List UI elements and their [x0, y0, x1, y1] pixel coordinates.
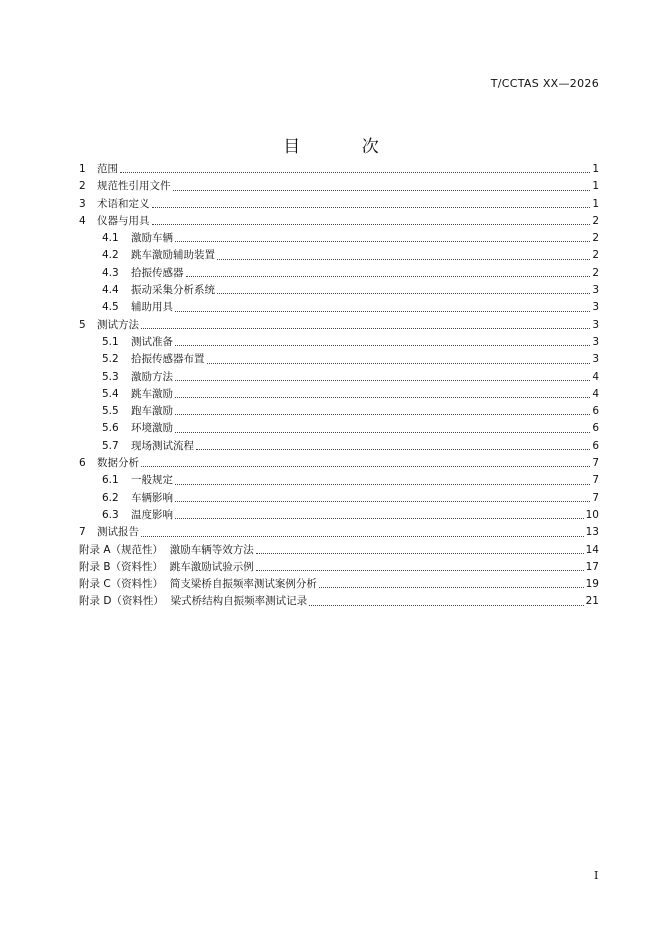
toc-entry-number: 6 [79, 457, 86, 470]
toc-entry-page: 7 [592, 457, 599, 470]
dot-leader [120, 172, 590, 173]
toc-entry-label: 辅助用具 [131, 301, 173, 314]
toc-entry-number: 6.2 [102, 491, 119, 504]
toc-entry[interactable] [79, 386, 599, 403]
dot-leader [319, 587, 584, 588]
toc-entry[interactable] [79, 282, 599, 299]
toc-entry-number: 5.1 [102, 335, 119, 348]
toc-entry-label: 简支梁桥自振频率测试案例分析 [169, 578, 317, 591]
toc-entry-number: 5.3 [102, 370, 119, 383]
dot-leader [309, 605, 584, 606]
toc-entry[interactable] [79, 178, 599, 195]
toc-entry-page: 1 [592, 180, 599, 193]
dot-leader [173, 190, 591, 191]
toc-entry-page: 2 [592, 232, 599, 245]
toc-entry-label: 温度影响 [131, 508, 173, 521]
toc-entry[interactable] [79, 472, 599, 489]
dot-leader [175, 432, 590, 433]
toc-entry-page: 1 [592, 197, 599, 210]
toc-entry-number: 4.5 [102, 301, 119, 314]
toc-entry-number: 6.3 [102, 508, 119, 521]
toc-entry-page: 6 [592, 405, 599, 418]
toc-entry-number: 6.1 [102, 474, 119, 487]
toc-entry-number: 2 [79, 180, 86, 193]
toc-entry-page: 19 [585, 578, 599, 591]
dot-leader [175, 518, 584, 519]
toc-entry-number: 4.3 [102, 266, 119, 279]
toc-entry-number: 附录 C（资料性） [79, 578, 164, 591]
spacer [163, 542, 170, 559]
toc-entry-number: 附录 B（资料性） [79, 560, 164, 573]
toc-entry-number: 5.4 [102, 387, 119, 400]
toc-appendix-entry[interactable] [79, 559, 599, 576]
toc-entry-page: 3 [592, 301, 599, 314]
toc-entry-page: 4 [592, 387, 599, 400]
toc-entry-page: 10 [585, 508, 599, 521]
toc-entry-number: 3 [79, 197, 86, 210]
toc-entry[interactable] [79, 230, 599, 247]
dot-leader [175, 414, 590, 415]
toc-entry-label: 跳车激励辅助装置 [131, 249, 215, 262]
dot-leader [256, 570, 584, 571]
toc-entry-label: 测试方法 [97, 318, 139, 331]
toc-entry[interactable] [79, 247, 599, 264]
toc-entry-page: 1 [592, 163, 599, 175]
toc-entry[interactable] [79, 265, 599, 282]
page-number: I [594, 869, 599, 882]
spacer [163, 559, 170, 576]
toc-entry-page: 6 [592, 422, 599, 435]
dot-leader [175, 484, 590, 485]
toc-entry[interactable] [79, 334, 599, 351]
toc-entry-label: 拾振传感器布置 [131, 353, 205, 366]
toc-entry-label: 规范性引用文件 [97, 180, 171, 193]
dot-leader [186, 276, 591, 277]
toc-entry[interactable] [79, 403, 599, 420]
dot-leader [175, 380, 590, 381]
toc-entry-number: 4.2 [102, 249, 119, 262]
toc-entry-label: 范围 [97, 163, 118, 175]
toc-entry-page: 3 [592, 335, 599, 348]
toc-title: 目 次 [283, 137, 407, 157]
toc-entry-page: 4 [592, 370, 599, 383]
toc-entry-number: 1 [79, 163, 86, 175]
dot-leader [175, 311, 590, 312]
toc-entry-label: 数据分析 [97, 457, 139, 470]
toc-entry-page: 2 [592, 266, 599, 279]
toc-entry[interactable] [79, 455, 599, 472]
toc-entry-number: 4.1 [102, 232, 119, 245]
toc-entry[interactable] [79, 438, 599, 455]
dot-leader [256, 553, 584, 554]
toc-entry[interactable] [79, 317, 599, 334]
toc-entry-page: 2 [592, 249, 599, 262]
dot-leader [217, 259, 590, 260]
toc-entry-page: 3 [592, 353, 599, 366]
toc-entry-label: 术语和定义 [97, 197, 150, 210]
toc-entry-number: 5.7 [102, 439, 119, 452]
dot-leader [141, 328, 590, 329]
toc-appendix-entry[interactable] [79, 542, 599, 559]
toc-entry-page: 13 [585, 526, 599, 539]
toc-entry-page: 3 [592, 318, 599, 331]
toc-entry-number: 5.5 [102, 405, 119, 418]
toc-entry-label: 激励车辆 [131, 232, 173, 245]
dot-leader [175, 241, 590, 242]
toc-appendix-entry[interactable] [79, 576, 599, 593]
dot-leader [141, 536, 584, 537]
toc-entry-number: 附录 A（规范性） [79, 543, 164, 556]
toc-entry-label: 测试报告 [97, 526, 139, 539]
toc-entry-label: 跑车激励 [131, 405, 173, 418]
toc-entry-label: 车辆影响 [131, 491, 173, 504]
toc-entry[interactable] [79, 351, 599, 368]
toc-entry-page: 17 [585, 560, 599, 573]
toc-entry-label: 仪器与用具 [97, 214, 150, 227]
toc-entry-number: 4 [79, 214, 86, 227]
dot-leader [141, 466, 590, 467]
toc-entry-number: 4.4 [102, 284, 119, 297]
toc-entry-label: 拾振传感器 [131, 266, 184, 279]
toc-entry-page: 14 [585, 543, 599, 556]
toc-entry[interactable] [79, 196, 599, 213]
toc-entry-label: 环境激励 [131, 422, 173, 435]
toc-entry-number: 5 [79, 318, 86, 331]
toc-entry[interactable] [79, 420, 599, 437]
toc-entry-label: 激励车辆等效方法 [169, 543, 254, 556]
spacer [163, 576, 170, 593]
toc-entry-label: 梁式桥结构自振频率测试记录 [170, 595, 308, 608]
toc-entry[interactable] [79, 213, 599, 230]
toc-entry-number: 附录 D（资料性） [79, 595, 164, 608]
toc-entry-page: 7 [592, 474, 599, 487]
toc-entry-label: 激励方法 [131, 370, 173, 383]
table-of-contents [79, 161, 599, 611]
document-code: T/CCTAS XX—2026 [490, 77, 599, 90]
toc-appendix-entry[interactable] [79, 593, 599, 610]
toc-entry-label: 振动采集分析系统 [131, 284, 215, 297]
toc-entry[interactable] [79, 524, 599, 541]
dot-leader [175, 397, 590, 398]
dot-leader [207, 363, 591, 364]
dot-leader [217, 293, 590, 294]
spacer [164, 593, 171, 610]
toc-entry[interactable] [79, 490, 599, 507]
toc-entry-number: 7 [79, 526, 86, 539]
toc-entry-number: 5.6 [102, 422, 119, 435]
toc-entry[interactable] [79, 369, 599, 386]
toc-entry-label: 测试准备 [131, 335, 173, 348]
toc-entry-page: 6 [592, 439, 599, 452]
dot-leader [152, 224, 591, 225]
dot-leader [152, 207, 591, 208]
toc-entry-page: 7 [592, 491, 599, 504]
toc-entry[interactable] [79, 161, 599, 178]
toc-entry-page: 3 [592, 284, 599, 297]
toc-entry-label: 一般规定 [131, 474, 173, 487]
toc-entry-label: 跳车激励 [131, 387, 173, 400]
toc-entry[interactable] [79, 507, 599, 524]
toc-entry-page: 21 [585, 595, 599, 608]
dot-leader [196, 449, 590, 450]
toc-entry-number: 5.2 [102, 353, 119, 366]
toc-entry-label: 现场测试流程 [131, 439, 194, 452]
toc-entry-page: 2 [592, 214, 599, 227]
toc-entry-label: 跳车激励试验示例 [169, 560, 254, 573]
dot-leader [175, 501, 590, 502]
toc-entry[interactable] [79, 299, 599, 316]
dot-leader [175, 345, 590, 346]
